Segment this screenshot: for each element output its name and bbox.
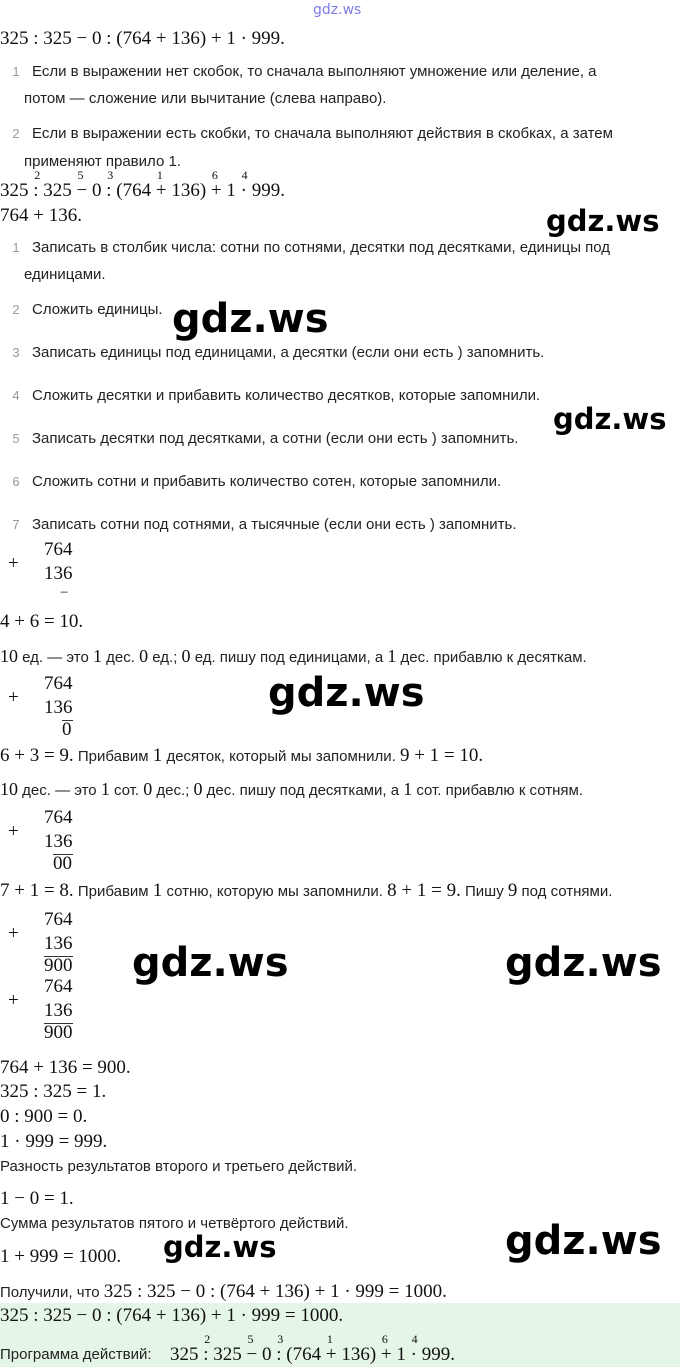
rule-1-number: 1 <box>12 64 20 79</box>
note-difference: Разность результатов второго и третьего действий. <box>0 1158 358 1175</box>
column-addition-5: + 764 136 900 <box>8 976 73 1043</box>
expression: 325 : 325 − 0 : (764 + 136) + 1 · 999. <box>0 28 285 49</box>
step-5-number: 5 <box>12 431 20 446</box>
watermark: gdz.ws <box>553 402 667 436</box>
column-addition-4: + 764 136 900 <box>8 909 73 976</box>
column-addition-3: + 764 136 00 <box>8 807 73 874</box>
rule-1-line-2: потом — сложение или вычитание (слева направо). <box>24 90 387 107</box>
result-4: 1 · 999 = 999. <box>0 1131 108 1152</box>
rule-2-number: 2 <box>12 126 20 141</box>
answer-expression: 325 : 325 − 0 : (764 + 136) + 1 · 999 = 1000. <box>0 1305 344 1326</box>
rule-2-line-1: Если в выражении есть скобки, то сначала выполняют действия в скобках, а затем <box>32 125 613 142</box>
watermark: gdz.ws <box>172 296 329 342</box>
watermark: gdz.ws <box>268 670 425 716</box>
column-addition-1: + 764 136 − <box>8 539 73 601</box>
step-4-number: 4 <box>12 388 20 403</box>
line-10-tens: 10 дес. — это 1 сот. 0 дес.; 0 дес. пишу под десятками, а 1 сот. прибавлю к сотням. <box>0 779 583 799</box>
rule-2-line-2: применяют правило 1. <box>24 153 181 170</box>
result-2: 325 : 325 = 1. <box>0 1081 107 1102</box>
line-4-plus-6: 4 + 6 = 10. <box>0 611 84 632</box>
line-10-units: 10 ед. — это 1 дес. 0 ед.; 0 ед. пишу под единицами, а 1 дес. прибавлю к десяткам. <box>0 646 587 666</box>
result-3: 0 : 900 = 0. <box>0 1106 88 1127</box>
result-1: 764 + 136 = 900. <box>0 1057 131 1078</box>
result-6: 1 + 999 = 1000. <box>0 1246 122 1267</box>
result-5: 1 − 0 = 1. <box>0 1188 74 1209</box>
watermark: gdz.ws <box>132 940 289 986</box>
step-2-text: Сложить единицы. <box>32 301 163 318</box>
note-sum: Сумма результатов пятого и четвёртого действий. <box>0 1215 349 1232</box>
line-7-plus-1: 7 + 1 = 8. Прибавим 1 сотню, которую мы запомнили. 8 + 1 = 9. Пишу 9 под сотнями. <box>0 880 613 901</box>
step-3-number: 3 <box>12 345 20 360</box>
step-3-text: Записать единицы под единицами, а десятки (если они есть ) запомнить. <box>32 344 545 361</box>
step-7-number: 7 <box>12 517 20 532</box>
step-2-number: 2 <box>12 302 20 317</box>
step-5-text: Записать десятки под десятками, а сотни (если они есть ) запомнить. <box>32 430 519 447</box>
conclusion-line: Получили, что 325 : 325 − 0 : (764 + 136) + 1 · 999 = 1000. <box>0 1281 447 1302</box>
watermark: gdz.ws <box>163 1230 277 1264</box>
program-expression-final: 325 : 2 325 − 5 0 : 3 (764 + 1 136) + 6 1 · 4 999. <box>170 1332 455 1365</box>
step-6-number: 6 <box>12 474 20 489</box>
step-1-line-1: Записать в столбик числа: сотни по сотнями, десятки под десятками, единицы под <box>32 239 611 256</box>
column-addition-2: + 764 136 0 <box>8 673 73 740</box>
sub-expression: 764 + 136. <box>0 205 82 226</box>
step-6-text: Сложить сотни и прибавить количество сотен, которые запомнили. <box>32 473 502 490</box>
program-expression: 325 : 2 325 − 5 0 : 3 (764 + 1 136) + 6 1 · 4 999. <box>0 168 285 201</box>
step-1-number: 1 <box>12 240 20 255</box>
watermark-top: gdz.ws <box>313 2 362 18</box>
line-6-plus-3: 6 + 3 = 9. Прибавим 1 десяток, который мы запомнили. 9 + 1 = 10. <box>0 745 484 766</box>
step-1-line-2: единицами. <box>24 266 106 283</box>
program-of-actions: Программа действий: <box>0 1346 152 1363</box>
watermark: gdz.ws <box>505 940 662 986</box>
rule-1-line-1: Если в выражении нет скобок, то сначала выполняют умножение или деление, а <box>32 63 597 80</box>
watermark: gdz.ws <box>546 204 660 238</box>
watermark: gdz.ws <box>505 1218 662 1264</box>
step-4-text: Сложить десятки и прибавить количество десятков, которые запомнили. <box>32 387 541 404</box>
step-7-text: Записать сотни под сотнями, а тысячные (если они есть ) запомнить. <box>32 516 517 533</box>
